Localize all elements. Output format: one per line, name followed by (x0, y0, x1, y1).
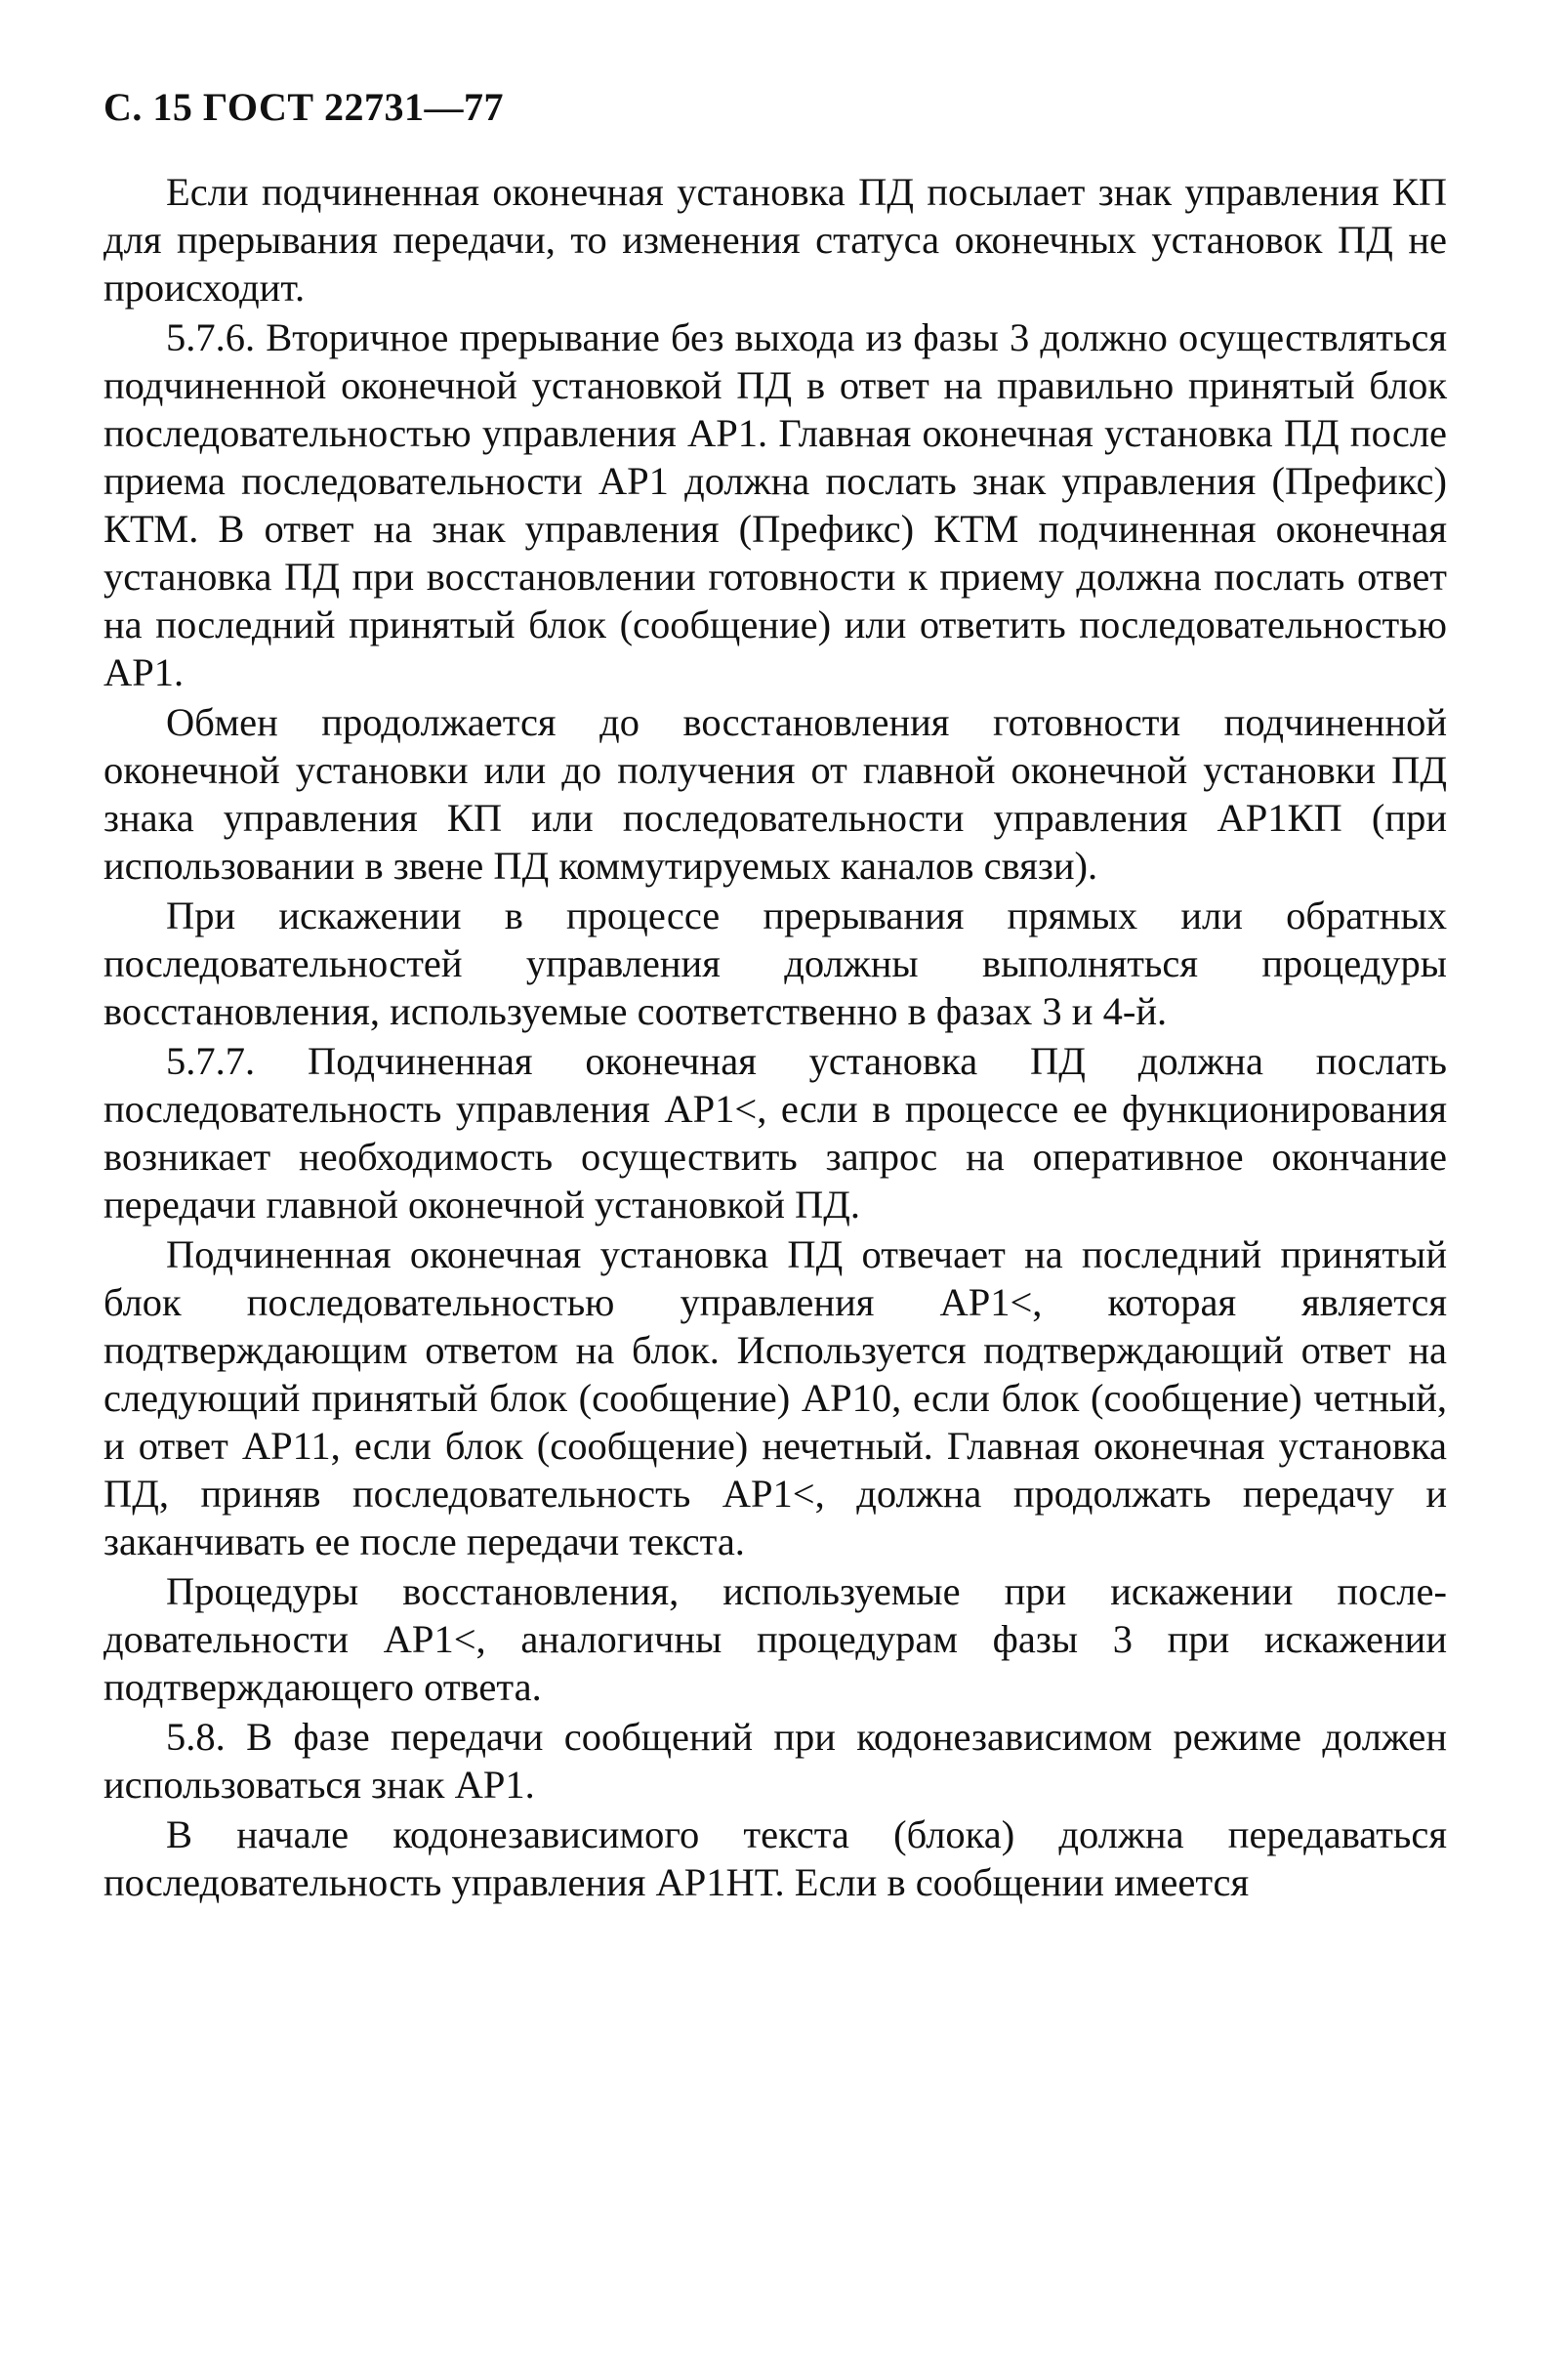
paragraph-2: 5.7.6. Вторичное прерывание без выхода из фазы 3 должно осуществляться подчиненной оконечной установкой ПД в ответ на правильно принятый блок последовательностью управления АР1. Главная оконечная установка ПД после приема последовательности АР1 должна послать знак управления (Префикс) КТМ. В ответ на знак управления (Префикс) КТМ подчиненная оконечная установка ПД при восстановлении готовности к приему должна послать ответ на последний принятый блок (сообщение) или ответить последовательностью АР1. (103, 315, 1447, 694)
body-text (103, 168, 1447, 1908)
paragraph-6: Подчиненная оконечная установка ПД отвечает на последний принятый блок последовательностью управления АР1<, которая является подтверждающим ответом на блок. Используется подтверждающий ответ на следующий принятый блок (сообщение) АР10, если блок (сообщение) четный, и ответ АР11, если блок (сообщение) нечетный. Главная оконечная установка ПД, приняв последовательность АР1<, должна продолжать передачу и заканчивать ее после передачи текста. (103, 1232, 1447, 1563)
paragraph-7: Процедуры восстановления, используемые при искажении последовательности АР1<, аналогичны процедурам фазы 3 при искажении подтверждающего ответа. (103, 1569, 1447, 1709)
paragraph-1: Если подчиненная оконечная установка ПД посылает знак управления КП для прерывания передачи, то изменения статуса оконечных установок ПД не происходит. (103, 170, 1447, 310)
paragraph-5: 5.7.7. Подчиненная оконечная установка ПД должна послать последовательность управления АР1<, если в процессе ее функционирования возникает необходимость осуществить запрос на оперативное окончание передачи главной оконечной установкой ПД. (103, 1039, 1447, 1227)
paragraph-9: В начале кодонезависимого текста (блока) должна передаваться последовательность управления АР1НТ. Если в сообщении имеется (103, 1812, 1447, 1904)
paragraph-8: 5.8. В фазе передачи сообщений при кодонезависимом режиме должен использоваться знак АР1. (103, 1715, 1447, 1807)
page-header: С. 15 ГОСТ 22731—77 (103, 85, 505, 129)
paragraph-4: При искажении в процессе прерывания прямых или обратных последовательностей управления должны выполняться процедуры восстановления, используемые соответственно в фазах 3 и 4-й. (103, 894, 1447, 1033)
paragraph-3: Обмен продолжается до восстановления готовности подчиненной оконечной установки или до получения от главной оконечной установки ПД знака управления КП или последовательности управления АР1КП (при использовании в звене ПД коммутируемых каналов связи). (103, 700, 1447, 888)
